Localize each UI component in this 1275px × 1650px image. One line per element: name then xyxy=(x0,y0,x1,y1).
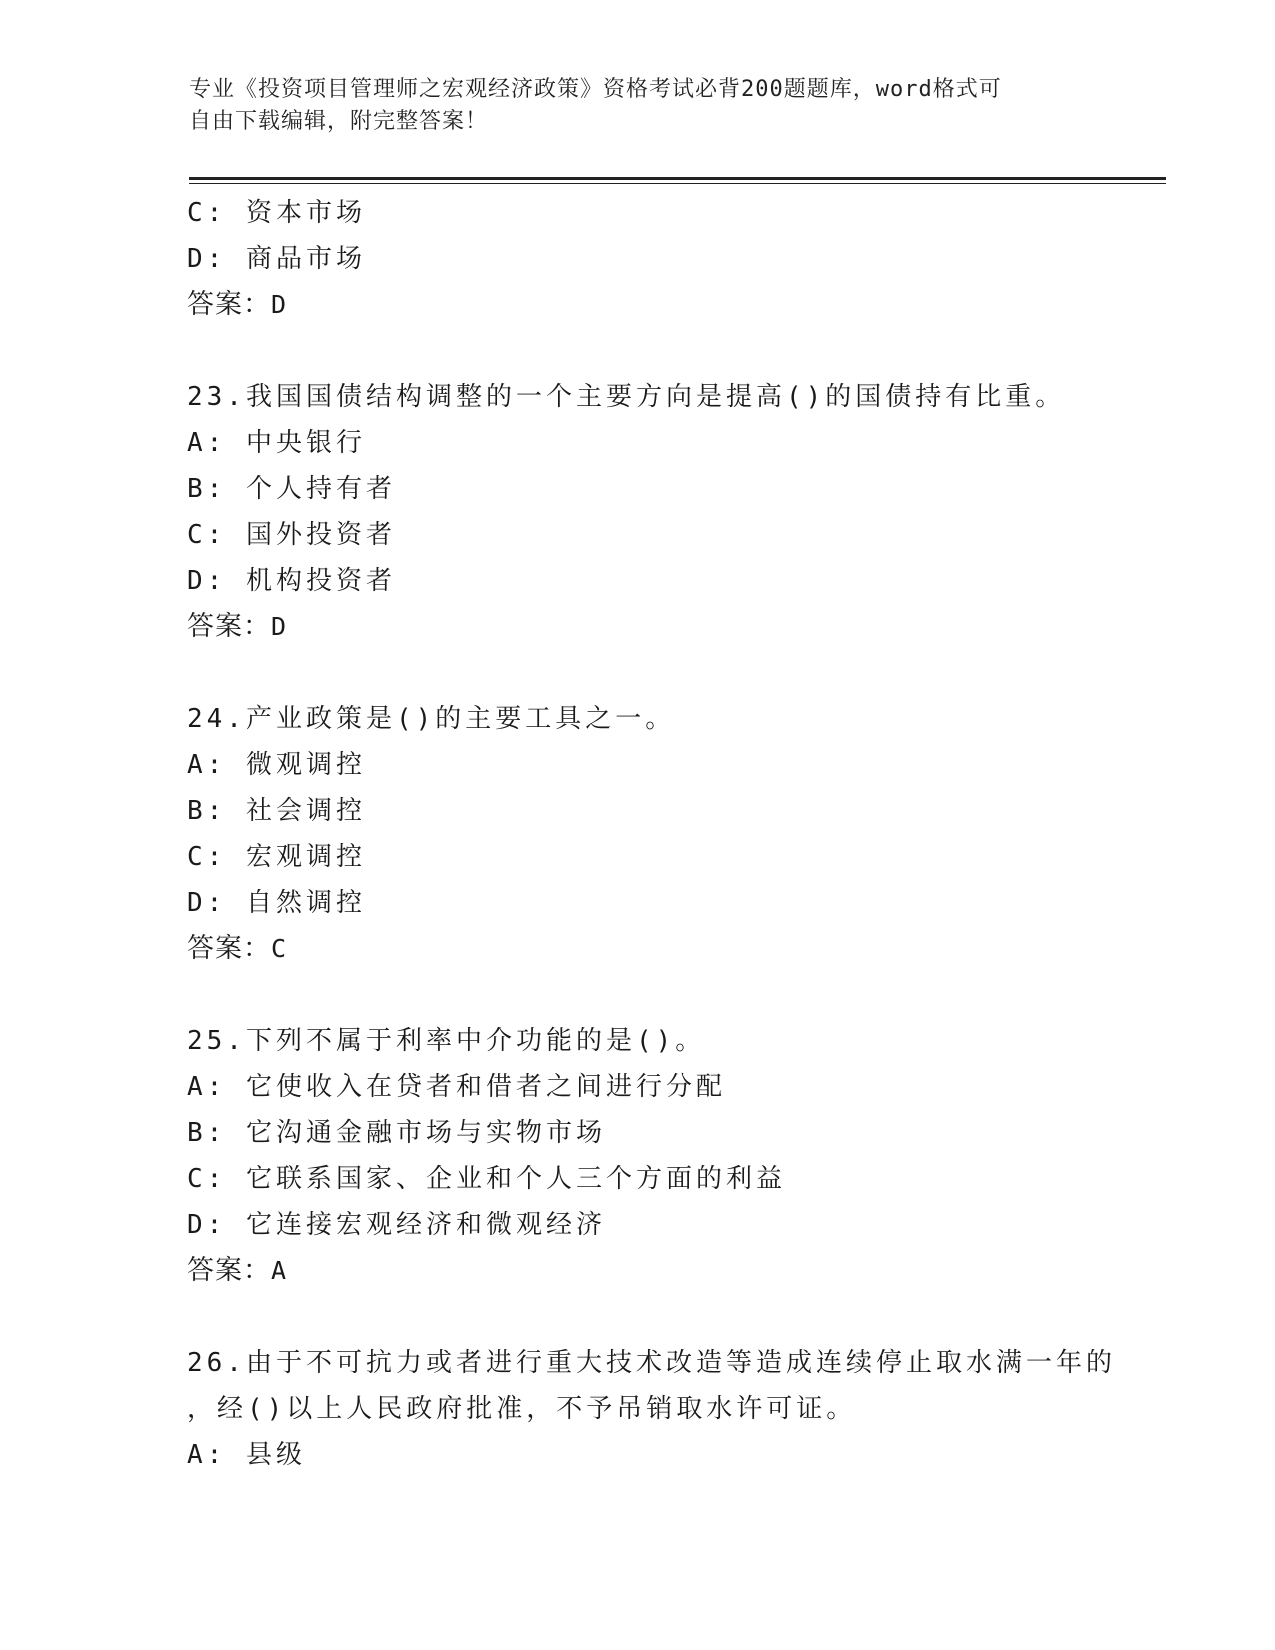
option-label: C: xyxy=(187,520,227,550)
option-text: 它连接宏观经济和微观经济 xyxy=(245,1210,606,1240)
question-26 xyxy=(187,1340,1177,1478)
option-label: A: xyxy=(187,750,227,780)
question-25 xyxy=(187,1018,1177,1294)
option-text: 宏观调控 xyxy=(245,842,366,872)
option-c xyxy=(187,1156,1177,1202)
question-list xyxy=(187,190,1177,1478)
option-text: 资本市场 xyxy=(245,198,366,228)
question-24 xyxy=(187,696,1177,972)
option-label: D: xyxy=(187,1210,227,1240)
answer-label: 答案： xyxy=(187,611,271,642)
option-d xyxy=(187,1202,1177,1248)
spacer xyxy=(187,1294,1177,1340)
option-text: 它沟通金融市场与实物市场 xyxy=(245,1118,606,1148)
document-header xyxy=(189,74,1089,138)
answer-value: A xyxy=(271,1256,288,1285)
question-stem: 23.我国国债结构调整的一个主要方向是提高()的国债持有比重。 xyxy=(187,382,1066,412)
option-label: C: xyxy=(187,198,227,228)
question-stem-line1: 26.由于不可抗力或者进行重大技术改造等造成连续停止取水满一年的 xyxy=(187,1348,1116,1378)
answer-label: 答案： xyxy=(187,1255,271,1286)
option-text: 商品市场 xyxy=(245,244,366,274)
option-b xyxy=(187,788,1177,834)
spacer xyxy=(187,650,1177,696)
option-text: 县级 xyxy=(245,1440,306,1470)
answer-label: 答案： xyxy=(187,933,271,964)
option-label: B: xyxy=(187,474,227,504)
option-c xyxy=(187,834,1177,880)
option-label: A: xyxy=(187,428,227,458)
option-text: 个人持有者 xyxy=(245,474,396,504)
option-text: 社会调控 xyxy=(245,796,366,826)
spacer xyxy=(187,328,1177,374)
option-b xyxy=(187,1110,1177,1156)
answer-value: D xyxy=(271,612,288,641)
option-b xyxy=(187,466,1177,512)
option-d xyxy=(187,236,1177,282)
question-stem: 24.产业政策是()的主要工具之一。 xyxy=(187,704,676,734)
option-d xyxy=(187,880,1177,926)
option-a xyxy=(187,420,1177,466)
header-title-line2: 自由下载编辑，附完整答案！ xyxy=(189,109,489,134)
option-label: C: xyxy=(187,842,227,872)
answer-value: D xyxy=(271,290,288,319)
option-label: D: xyxy=(187,888,227,918)
option-text: 机构投资者 xyxy=(245,566,396,596)
option-label: B: xyxy=(187,1118,227,1148)
option-a xyxy=(187,1064,1177,1110)
header-divider-thick xyxy=(189,177,1166,180)
option-text: 自然调控 xyxy=(245,888,366,918)
answer-value: C xyxy=(271,934,288,963)
option-label: A: xyxy=(187,1440,227,1470)
header-divider-thin xyxy=(189,183,1166,184)
option-label: C: xyxy=(187,1164,227,1194)
option-c xyxy=(187,190,1177,236)
question-stem: 25.下列不属于利率中介功能的是()。 xyxy=(187,1026,706,1056)
option-text: 它联系国家、企业和个人三个方面的利益 xyxy=(245,1164,786,1194)
question-stem-line2: ，经()以上人民政府批准，不予吊销取水许可证。 xyxy=(187,1394,857,1424)
option-d xyxy=(187,558,1177,604)
option-text: 它使收入在贷者和借者之间进行分配 xyxy=(245,1072,726,1102)
spacer xyxy=(187,972,1177,1018)
option-label: D: xyxy=(187,566,227,596)
option-c xyxy=(187,512,1177,558)
option-label: D: xyxy=(187,244,227,274)
answer-line xyxy=(187,1248,1177,1294)
answer-label: 答案： xyxy=(187,289,271,320)
option-a xyxy=(187,1432,1177,1478)
option-text: 国外投资者 xyxy=(245,520,396,550)
option-text: 微观调控 xyxy=(245,750,366,780)
answer-line xyxy=(187,604,1177,650)
question-continued xyxy=(187,190,1177,328)
answer-line xyxy=(187,926,1177,972)
question-23 xyxy=(187,374,1177,650)
option-a xyxy=(187,742,1177,788)
answer-line xyxy=(187,282,1177,328)
option-text: 中央银行 xyxy=(245,428,366,458)
option-label: B: xyxy=(187,796,227,826)
header-title-line1: 专业《投资项目管理师之宏观经济政策》资格考试必背200题题库，word格式可 xyxy=(189,77,1002,102)
option-label: A: xyxy=(187,1072,227,1102)
